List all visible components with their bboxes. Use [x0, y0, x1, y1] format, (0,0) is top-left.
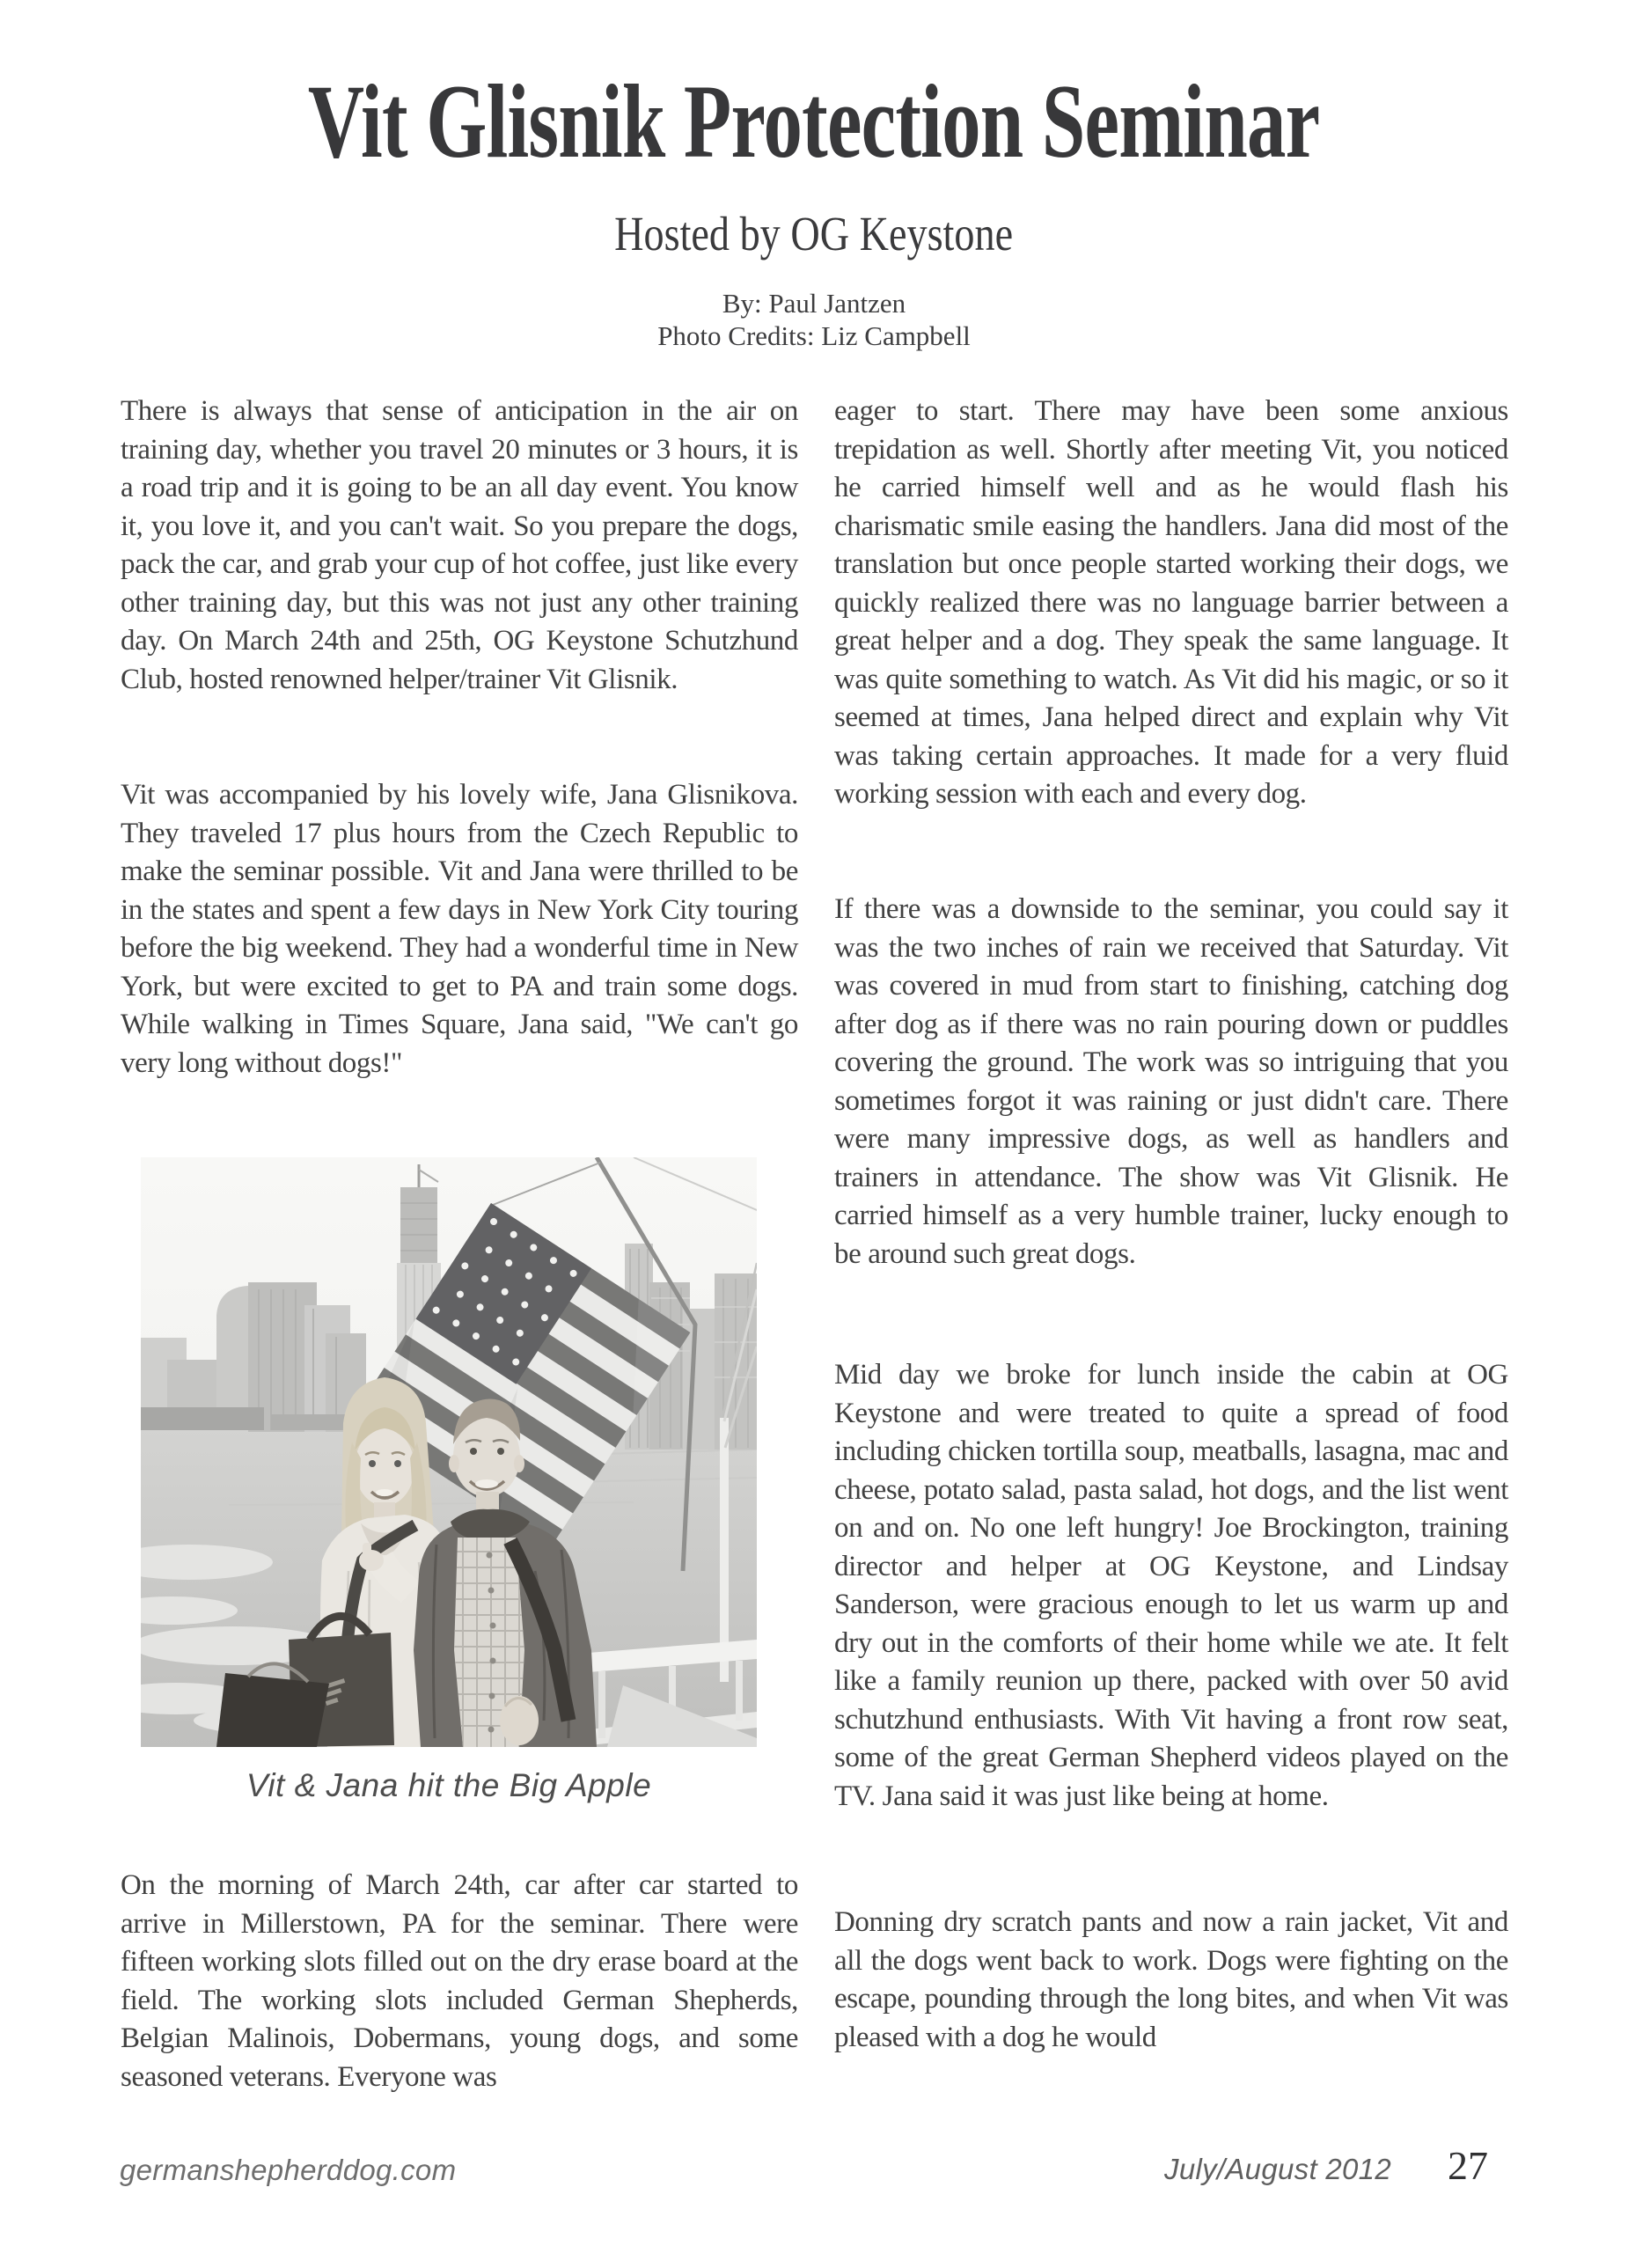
footer-right: [1164, 2142, 1488, 2189]
page-subtitle-text: Hosted by OG Keystone: [614, 207, 1014, 261]
photo-vit-jana-illustration: [141, 1157, 757, 1747]
article-paragraph-right-3: Mid day we broke for lunch inside the cabin at OG Keystone and were treated to quite a spread of food including chicken tortilla soup, meatballs, lasagna, mac and cheese, potato salad, pasta salad, hot dogs, and the list went on and on. No one left hungry! Joe Brockington, training director and helper at OG Keystone, and Lindsay Sanderson, were gracious enough to let us warm up and dry out in the comforts of their home while we ate. It felt like a family reunion up there, packed with over 50 avid schutzhund enthusiasts. With Vit having a front row seat, some of the great German Shepherd videos played on the TV. Jana said it was just like being at home.: [834, 1359, 1508, 1812]
byline-photo-credits: Photo Credits: Liz Campbell: [657, 320, 971, 351]
page-subtitle: [0, 207, 1628, 261]
byline-block: [0, 287, 1628, 352]
footer-issue-date: July/August 2012: [1164, 2153, 1391, 2185]
article-paragraph-left-1: There is always that sense of anticipation in the air on training day, whether you travel 20 minutes or 3 hours, it is a road trip and it is going to be an all day event. You know it, you love it, and you can't wait. So you prepare the dogs, pack the car, and grab your cup of hot coffee, just like every other training day, but this was not just any other training day. On March 24th and 25th, OG Keystone Schutzhund Club, hosted renowned helper/trainer Vit Glisnik.: [121, 395, 798, 695]
article-paragraph-right-4: Donning dry scratch pants and now a rain jacket, Vit and all the dogs went back to work. Dogs were fighting on the escape, pounding through the long bites, and when Vit was pleased with a dog he would: [834, 1906, 1508, 2053]
photo-caption: Vit & Jana hit the Big Apple: [246, 1767, 652, 1803]
article-paragraph-right-1: eager to start. There may have been some anxious trepidation as well. Shortly after meeting Vit, you noticed he carried himself well and as he would flash his charismatic smile easing the handlers. Jana did most of the translation but once people started working their dogs, we quickly realized there was no language barrier between a great helper and a dog. They speak the same language. It was quite something to watch. As Vit did his magic, or so it seemed at times, Jana helped direct and explain why Vit was taking certain approaches. It made for a very fluid working session with each and every dog.: [834, 395, 1508, 810]
page-title: [0, 62, 1628, 180]
page-title-text: Vit Glisnik Protection Seminar: [308, 62, 1320, 180]
photo-figure: [141, 1157, 757, 1747]
footer-website: germanshepherddog.com: [120, 2154, 457, 2186]
article-paragraph-left-2: Vit was accompanied by his lovely wife, Jana Glisnikova. They traveled 17 plus hours from the Czech Republic to make the seminar possible. Vit and Jana were thrilled to be in the states and spent a few days in New York City touring before the big weekend. They had a wonderful time in New York, but were excited to get to PA and train some dogs. While walking in Times Square, Jana said, "We can't go very long without dogs!": [121, 779, 798, 1079]
footer-page-number: 27: [1448, 2143, 1488, 2188]
article-paragraph-right-2: If there was a downside to the seminar, you could say it was the two inches of rain we received that Saturday. Vit was covered in mud from start to finishing, catching dog after dog as if there was no rain pouring down or puddles covering the ground. The work was so intriguing that you sometimes forgot it was raining or just didn't care. There were many impressive dogs, as well as handlers and trainers in attendance. The show was Vit Glisnik. He carried himself as a very humble trainer, lucky enough to be around such great dogs.: [834, 893, 1508, 1270]
article-paragraph-left-3: On the morning of March 24th, car after car started to arrive in Millerstown, PA for the seminar. There were fifteen working slots filled out on the dry erase board at the field. The working slots included German Shepherds, Belgian Malinois, Dobermans, young dogs, and some seasoned veterans. Everyone was: [121, 1869, 798, 2093]
byline-author: By: Paul Jantzen: [722, 288, 906, 319]
